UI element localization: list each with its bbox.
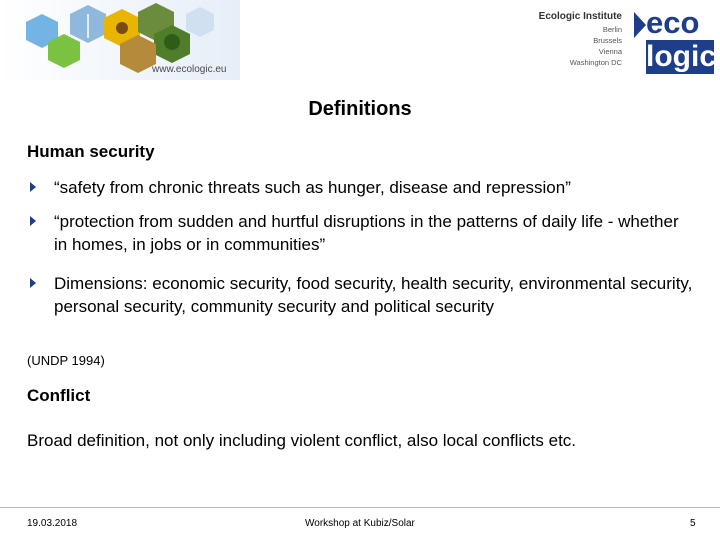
website-url: www.ecologic.eu xyxy=(152,64,227,75)
institute-info xyxy=(480,10,622,68)
city-berlin: Berlin xyxy=(602,25,622,34)
logo-eco-text: eco xyxy=(646,5,700,40)
conflict-definition: Broad definition, not only including violent conflict, also local conflicts etc. xyxy=(27,431,577,450)
slide-title: Definitions xyxy=(308,98,412,120)
logo-triangle-icon xyxy=(634,12,646,38)
bullet-arrow-icon xyxy=(30,216,36,226)
bullet-arrow-icon xyxy=(30,278,36,288)
city-brussels: Brussels xyxy=(593,36,622,45)
section-heading-human-security: Human security xyxy=(27,142,155,161)
section-heading-conflict: Conflict xyxy=(27,386,91,405)
footer-date: 19.03.2018 xyxy=(27,518,78,529)
city-washington: Washington DC xyxy=(569,58,622,67)
bullet-item: “protection from sudden and hurtful disruptions in the patterns of daily life - whether in homes, in jobs or in communities” xyxy=(54,212,679,254)
city-vienna: Vienna xyxy=(598,47,622,56)
bullet-item: “safety from chronic threats such as hunger, disease and repression” xyxy=(54,178,571,197)
logo-logic-text: logic xyxy=(646,40,717,73)
bullet-arrow-icon xyxy=(30,182,36,192)
source-citation: (UNDP 1994) xyxy=(27,353,105,368)
bullet-item: Dimensions: economic security, food security, health security, environmental security, personal security, community security and political security xyxy=(54,274,693,316)
ecologic-logo xyxy=(634,5,717,76)
institute-name: Ecologic Institute xyxy=(538,11,622,22)
footer-divider xyxy=(0,507,720,508)
slide-header xyxy=(0,0,720,80)
page-number: 5 xyxy=(690,518,696,529)
footer-event: Workshop at Kubiz/Solar xyxy=(305,518,415,529)
